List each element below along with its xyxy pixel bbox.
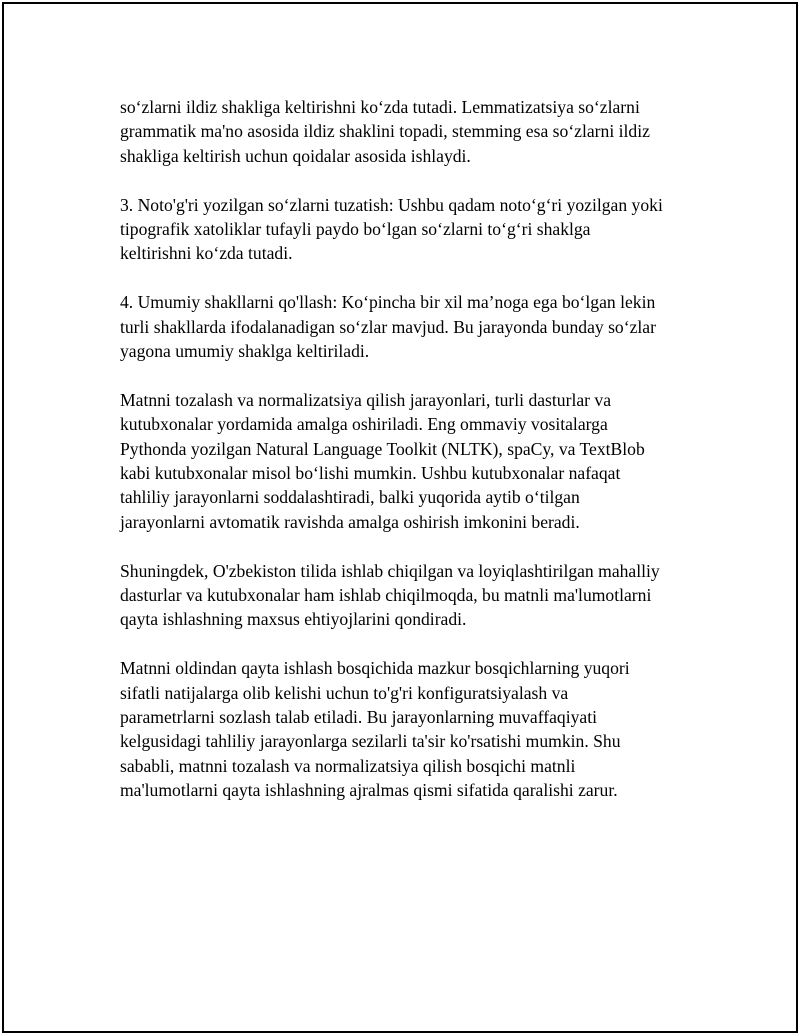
document-body [120,95,700,827]
text-line: sababli, matnni tozalash va normalizatsiya qilish bosqichi matnli [120,755,576,776]
text-line: 3. Noto'g'ri yozilgan so‘zlarni tuzatish: Ushbu qadam noto‘g‘ri yozilgan yoki [120,194,663,215]
text-line: shakliga keltirish uchun qoidalar asosida ishlaydi. [120,145,471,166]
text-line: so‘zlarni ildiz shakliga keltirishni ko‘zda tutadi. Lemmatizatsiya so‘zlarni [120,97,640,117]
text-line: ma'lumotlarni qayta ishlashning ajralmas qismi sifatida qaralishi zarur. [120,780,618,801]
text-line: kelgusidagi tahliliy jarayonlarga sezilarli ta'sir ko'rsatishi mumkin. Shu [120,731,621,752]
text-line: tahliliy jarayonlarni soddalashtiradi, balki yuqorida aytib o‘tilgan [120,487,580,508]
text-line: Shuningdek, O'zbekiston tilida ishlab chiqilgan va loyiqlashtirilgan mahalliy [120,560,660,581]
text-line: Pythonda yozilgan Natural Language Toolkit (NLTK), spaCy, va TextBlob [120,438,645,459]
paragraph-conclusion [120,656,700,802]
text-line: kabi kutubxonalar misol bo‘lishi mumkin. Ushbu kutubxonalar nafaqat [120,463,621,484]
paragraph-common-forms [120,290,700,363]
paragraph-lemmatization [120,95,700,168]
text-line: kutubxonalar yordamida amalga oshiriladi. Eng ommaviy vositalarga [120,414,608,435]
text-line: jarayonlarni avtomatik ravishda amalga oshirish imkonini beradi. [120,511,580,532]
text-line: yagona umumiy shaklga keltiriladi. [120,341,370,362]
paragraph-tools [120,388,700,534]
text-line: tipografik xatoliklar tufayli paydo bo‘lgan so‘zlarni to‘g‘ri shaklga [120,219,591,240]
text-line: qayta ishlashning maxsus ehtiyojlarini qondiradi. [120,609,467,630]
text-line: Matnni tozalash va normalizatsiya qilish jarayonlari, turli dasturlar va [120,389,612,410]
paragraph-local-tools [120,559,700,632]
paragraph-spelling-correction [120,193,700,266]
document-page [2,2,798,1033]
text-line: dasturlar va kutubxonalar ham ishlab chiqilmoqda, bu matnli ma'lumotlarni [120,585,652,606]
text-line: sifatli natijalarga olib kelishi uchun to'g'ri konfiguratsiyalash va [120,682,569,703]
text-line: turli shakllarda ifodalanadigan so‘zlar mavjud. Bu jarayonda bunday so‘zlar [120,316,656,337]
text-line: parametrlarni sozlash talab etiladi. Bu jarayonlarning muvaffaqiyati [120,707,597,728]
text-line: keltirishni ko‘zda tutadi. [120,243,293,264]
text-line: grammatik ma'no asosida ildiz shaklini topadi, stemming esa so‘zlarni ildiz [120,121,650,142]
text-line: Matnni oldindan qayta ishlash bosqichida mazkur bosqichlarning yuqori [120,658,630,679]
text-line: 4. Umumiy shakllarni qo'llash: Ko‘pincha bir xil ma’noga ega bo‘lgan lekin [120,292,656,313]
